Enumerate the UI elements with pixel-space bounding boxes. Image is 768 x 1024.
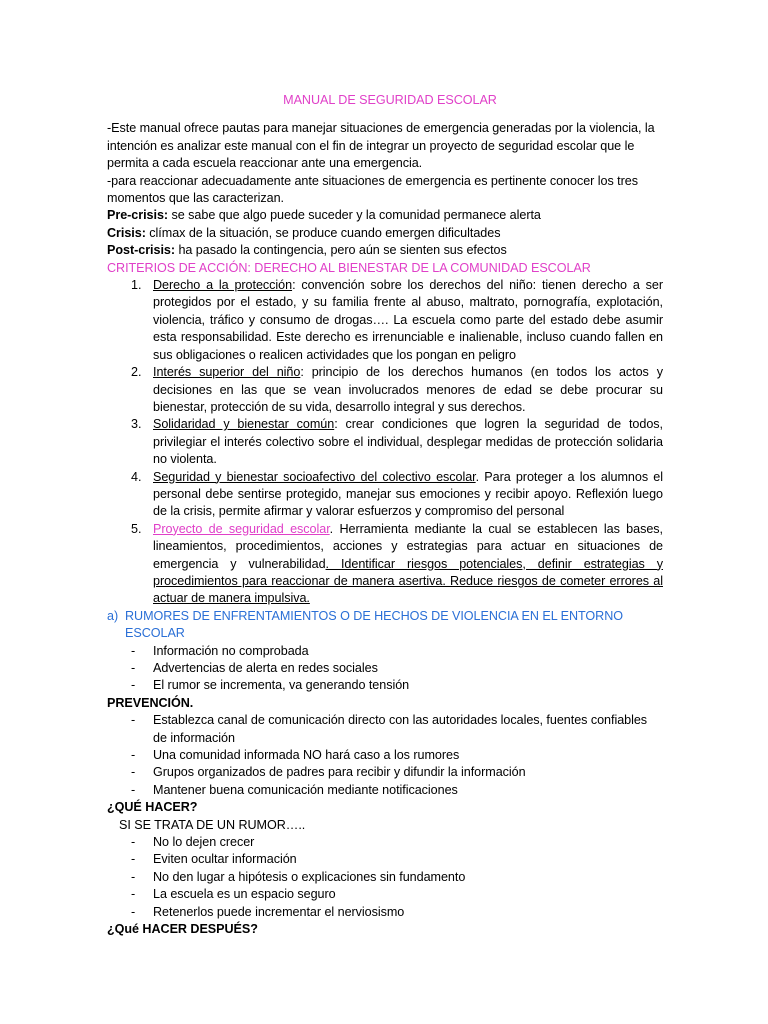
moment-label: Post-crisis: <box>107 243 175 258</box>
criteria-term: Proyecto de seguridad escolar <box>153 521 330 536</box>
list-item-text: Retenerlos puede incrementar el nerviosismo <box>153 904 405 919</box>
what-to-do-list <box>107 834 663 921</box>
intro-paragraph-1: -Este manual ofrece pautas para manejar situaciones de emergencia generadas por la violencia, la intención es analizar este manual con el fin de integrar un proyecto de seguridad escolar que le permita a cada escuela reaccionar ante una emergencia. <box>107 121 655 171</box>
criteria-term: Interés superior del niño <box>153 365 301 380</box>
list-item <box>107 747 663 764</box>
document-title: MANUAL DE SEGURIDAD ESCOLAR <box>283 93 497 107</box>
dash-bullet: - <box>131 904 136 919</box>
list-item-text: No lo dejen crecer <box>153 835 255 850</box>
prevention-list <box>107 712 663 799</box>
criteria-item-1 <box>107 277 663 364</box>
moment-text: se sabe que algo puede suceder y la comunidad permanece alerta <box>168 208 541 223</box>
document-body <box>107 92 663 939</box>
criteria-text-underlined: . Identificar riesgos potenciales, definir estrategias y procedimientos para reaccionar de manera asertiva. Reduce riesgos de cometer errores al actuar de manera impulsiva. <box>153 556 663 606</box>
criteria-number: 3. <box>131 417 142 432</box>
criteria-list <box>107 277 663 608</box>
list-item-text: No den lugar a hipótesis o explicaciones sin fundamento <box>153 869 466 884</box>
criteria-text: . Herramienta mediante la cual se establecen las bases, lineamientos, procedimientos, acciones y estrategias para actuar en situaciones de emergencia y vulnerabilidad <box>153 521 663 571</box>
list-item <box>107 712 663 747</box>
list-item <box>107 643 663 660</box>
criteria-item-5 <box>107 521 663 608</box>
intro-paragraph-2: -para reaccionar adecuadamente ante situaciones de emergencia es pertinente conocer los tres momentos que las caracterizan. <box>107 173 638 206</box>
criteria-heading: CRITERIOS DE ACCIÓN: DERECHO AL BIENESTAR DE LA COMUNIDAD ESCOLAR <box>107 260 591 275</box>
rumor-subheading: SI SE TRATA DE UN RUMOR….. <box>119 817 306 832</box>
moment-label: Crisis: <box>107 225 146 240</box>
dash-bullet: - <box>131 852 136 867</box>
section-a-title: RUMORES DE ENFRENTAMIENTOS O DE HECHOS DE VIOLENCIA EN EL ENTORNO ESCOLAR <box>125 608 624 641</box>
criteria-text: : principio de los derechos humanos (en todos los actos y decisiones en las que se vean involucrados menores de edad se debe procurar su bienestar, protección de su vida, desarrollo integral y sus derechos. <box>153 365 663 414</box>
list-item <box>107 869 663 886</box>
list-item-text: La escuela es un espacio seguro <box>153 887 336 902</box>
criteria-number: 5. <box>131 521 142 536</box>
dash-bullet: - <box>131 678 136 693</box>
criteria-text: : convención sobre los derechos del niño: tienen derecho a ser protegidos por el estado, y su familia frente al abuso, maltrato, pornografía, explotación, violencia, tráfico y consumo de drogas…. La escuela como parte del estado debe asumir esta responsabilidad. Este derecho es irrenunciable e inalienable, incluso cuando fallen en sus obligaciones o realicen actividades que los pongan en peligro <box>153 278 663 362</box>
list-item-text: Establezca canal de comunicación directo con las autoridades locales, fuentes confiables de información <box>153 713 648 745</box>
list-item-text: El rumor se incrementa, va generando tensión <box>153 678 410 693</box>
criteria-number: 1. <box>131 278 142 293</box>
dash-bullet: - <box>131 661 136 675</box>
dash-bullet: - <box>131 869 136 884</box>
list-item-text: Una comunidad informada NO hará caso a los rumores <box>153 748 460 763</box>
list-item <box>107 904 663 921</box>
list-item <box>107 677 663 694</box>
list-item-text: Eviten ocultar información <box>153 852 297 867</box>
moment-crisis <box>107 225 663 242</box>
dash-bullet: - <box>131 713 136 728</box>
criteria-term: Seguridad y bienestar socioafectivo del colectivo escolar <box>153 469 476 484</box>
rumor-signs-list <box>107 643 663 695</box>
moment-post-crisis <box>107 242 663 259</box>
list-item <box>107 834 663 851</box>
list-item <box>107 886 663 903</box>
section-a-label: a) <box>107 608 119 623</box>
criteria-item-3 <box>107 416 663 468</box>
criteria-term: Derecho a la protección <box>153 278 293 293</box>
dash-bullet: - <box>131 748 136 763</box>
dash-bullet: - <box>131 887 136 902</box>
moment-pre-crisis <box>107 207 663 224</box>
criteria-text: . Para proteger a los alumnos el personal debe sentirse protegido, manejar sus emociones y recibir apoyo. Reflexión luego de la crisis, permite afirmar y valorar esfuerzos y compromiso del personal <box>153 469 663 519</box>
criteria-term: Solidaridad y bienestar común <box>153 417 335 432</box>
list-item <box>107 660 663 677</box>
list-item <box>107 851 663 868</box>
dash-bullet: - <box>131 835 136 850</box>
list-item-text: Advertencias de alerta en redes sociales <box>153 661 378 675</box>
after-heading: ¿Qué HACER DESPUÉS? <box>107 922 258 937</box>
prevention-heading: PREVENCIÓN. <box>107 695 194 710</box>
criteria-item-2 <box>107 364 663 416</box>
list-item-text: Información no comprobada <box>153 643 309 658</box>
criteria-text: : crear condiciones que logren la seguridad de todos, privilegiar el interés colectivo sobre el individual, desplegar medidas de protección solidaria no violenta. <box>153 417 663 467</box>
dash-bullet: - <box>131 643 136 658</box>
list-item <box>107 764 663 781</box>
list-item-text: Mantener buena comunicación mediante notificaciones <box>153 782 458 797</box>
moment-label: Pre-crisis: <box>107 208 169 223</box>
list-item <box>107 782 663 799</box>
list-item-text: Grupos organizados de padres para recibir y difundir la información <box>153 765 526 780</box>
criteria-number: 2. <box>131 365 142 380</box>
dash-bullet: - <box>131 765 136 780</box>
moment-text: clímax de la situación, se produce cuando emergen dificultades <box>145 225 501 240</box>
criteria-number: 4. <box>131 469 142 484</box>
criteria-item-4 <box>107 469 663 521</box>
dash-bullet: - <box>131 782 136 797</box>
what-to-do-heading: ¿QUÉ HACER? <box>107 800 198 815</box>
moment-text: ha pasado la contingencia, pero aún se sienten sus efectos <box>175 243 507 258</box>
section-a-heading <box>107 608 663 643</box>
